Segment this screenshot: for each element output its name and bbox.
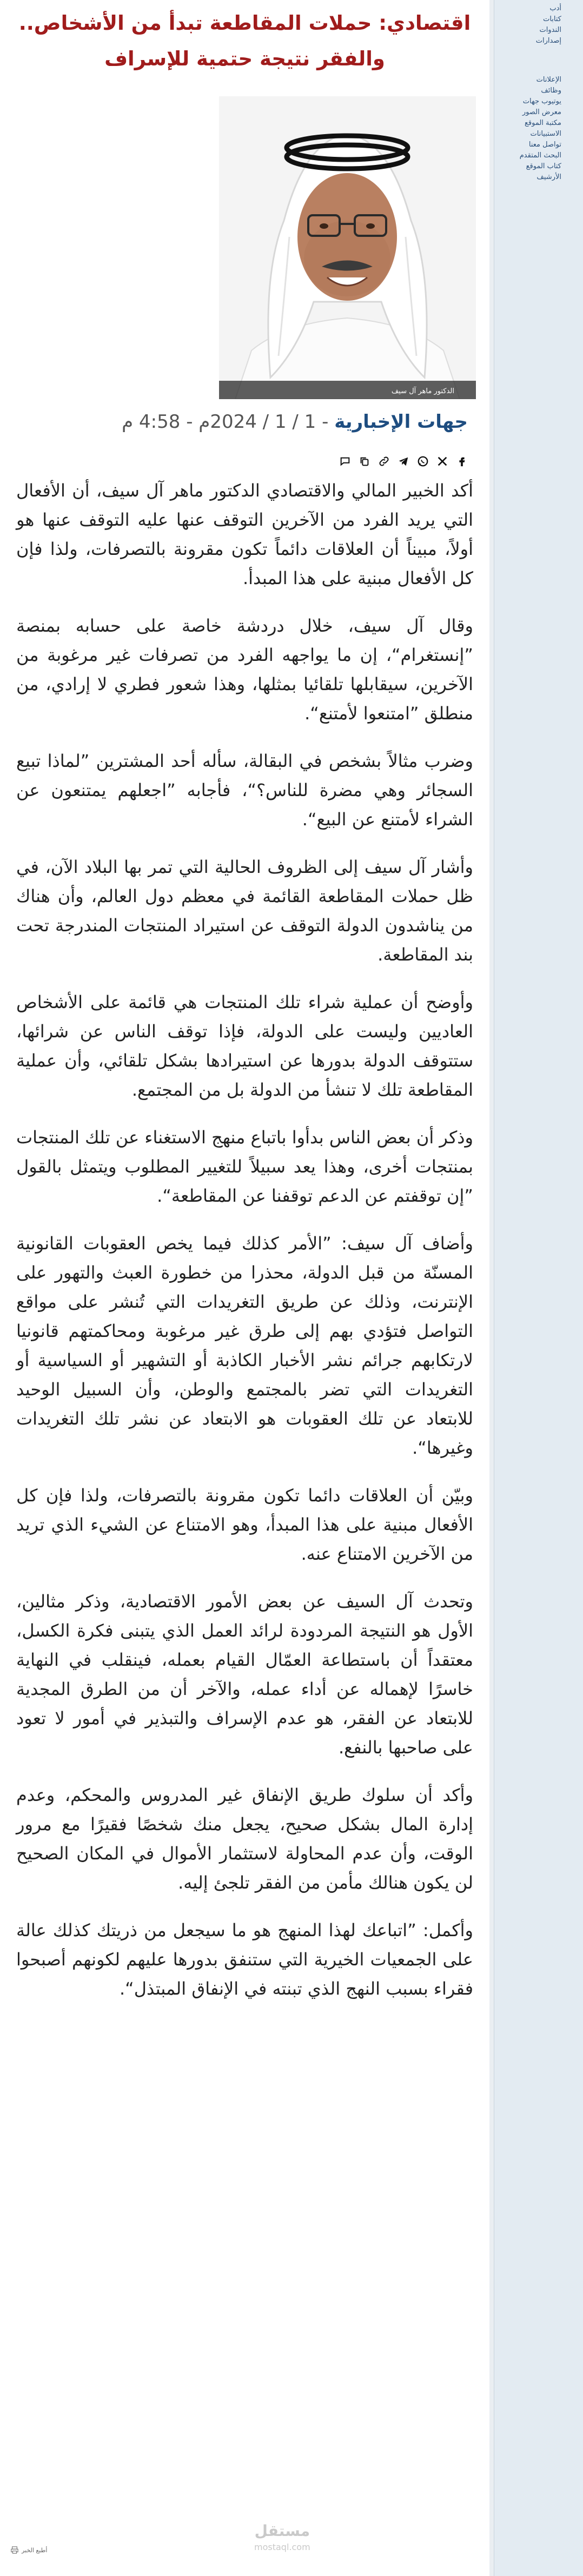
article-paragraph: وضرب مثالاً بشخص في البقالة، سأله أحد المشترين ”لماذا تبيع السجائر وهي مضرة للناس؟“، فأجابه ”اجعلهم يمتنعون عن الشراء لأمتنع عن البيع“. [16,751,473,830]
sidebar [494,0,583,2576]
sidebar-item[interactable]: تواصل معنا [528,141,561,149]
article-paragraph: وأشار آل سيف إلى الظروف الحالية التي تمر بها البلاد الآن، في ظل حملات المقاطعة القائمة في معظم دول العالم، وأن هناك من يناشدون الدولة التوقف عن استيراد المنتجات المندرجة تحت بند المقاطعة. [16,857,473,965]
sidebar-item[interactable]: كتاب الموقع [526,162,561,170]
article-photo [219,96,476,399]
watermark [254,2523,310,2555]
article-body [16,476,473,2022]
article-meta [122,411,468,433]
photo-caption: الدكتور ماهر آل سيف [391,387,454,395]
sidebar-group-services [494,75,583,183]
article-paragraph: وأكمل: ”اتباعك لهذا المنهج هو ما سيجعل من ذريتك كذلك عالة على الجمعيات الخيرية التي ستنفق بدورها عليهم لكونهم أصبحوا فقراء بسبب النهج الذي تبنته في الإنفاق المبتذل“. [16,1920,473,1999]
comment-icon[interactable] [339,455,351,467]
sidebar-item[interactable]: الأرشيف [536,173,561,181]
article-paragraph: وقال آل سيف، خلال دردشة خاصة على حسابه بمنصة ”إنستغرام“، إن ما يواجهه الفرد من تصرفات غير مرغوبة من الآخرين، سيقابلها تلقائيا بمثلها، وهذا شعور فطري لا إرادي، من منطلق ”امتنعوا لأمتنع“. [16,615,473,724]
article-paragraph: وأكد أن سلوك طريق الإنفاق غير المدروس والمحكم، وعدم إدارة المال بشكل صحيح، يجعل منك شخصًا فقيرًا مع مرور الوقت، وأن عدم المحاولة لاستثمار الأموال في المكان الصحيح لن يكون هنالك مأمن من الفقر تلجئ إليه. [16,1785,473,1893]
article-paragraph: وذكر أن بعض الناس بدأوا باتباع منهج الاستغناء عن تلك المنتجات بمنتجات أخرى، وهذا يعد سبيلاً للتغيير المطلوب ويتمثل بالقول ”إن توقفتم عن الدعم توقفنا عن المقاطعة“. [16,1127,473,1206]
sidebar-item[interactable]: كتابات [543,15,561,23]
sidebar-item[interactable]: الندوات [539,26,561,34]
whatsapp-icon[interactable] [417,455,429,467]
article-paragraph: وأضاف آل سيف: ”الأمر كذلك فيما يخص العقوبات القانونية المسنّة من قبل الدولة، محذرا من خطورة العبث والتهور على الإنترنت، وذلك عن طريق التغريدات التي تُنشر على مواقع التواصل فتؤدي بهم إلى طرق غير مرغوبة ومحاكمتهم قانونيا لارتكابهم جرائم نشر الأخبار الكاذبة أو التشهير أو السياسية أو التغريدات التي تضر بالمجتمع والوطن، وأن السبيل الوحيد للابتعاد عن تلك العقوبات هو الابتعاد عن نشر تلك التغريدات وغيرها“. [16,1233,473,1458]
article-paragraph: وبيّن أن العلاقات دائما تكون مقرونة بالتصرفات، ولذا فإن كل الأفعال مبنية على هذا المبدأ، وهو الامتناع عن الشيء الذي تريد من الآخرين الامتناع عنه. [16,1485,473,1564]
print-label: أطبع الخبر [22,2546,48,2554]
sidebar-group-sections [494,3,583,47]
sidebar-item[interactable]: معرض الصور [522,108,561,116]
article-paragraph: أكد الخبير المالي والاقتصادي الدكتور ماهر آل سيف، أن الأفعال التي يريد الفرد من الآخرين التوقف عنها عليه التوقف عنها هو أولاً، مبيناً أن العلاقات دائماً تكون مقرونة بالتصرفات، ولذا فإن كل الأفعال مبنية على هذا المبدأ. [16,480,473,588]
sidebar-item[interactable]: يوتيوب جهات [522,97,561,105]
article-paragraph: وأوضح أن عملية شراء تلك المنتجات هي قائمة على الأشخاص العاديين وليست على الدولة، فإذا توقف الناس عن شرائها، ستتوقف الدولة بدورها عن استيرادها بشكل تلقائي، وأن عملية المقاطعة تلك لا تنشأ من الدولة بل من المجتمع. [16,992,473,1100]
sidebar-item[interactable]: مكتبة الموقع [524,119,561,127]
facebook-icon[interactable] [456,455,468,467]
sidebar-item[interactable]: إصدارات [535,37,561,45]
watermark-text: مستقل [254,2522,310,2540]
telegram-icon[interactable] [398,455,409,467]
sidebar-item[interactable]: أدب [549,4,561,12]
share-bar [339,453,468,469]
publish-date: - 1 / 1 / 2024م - 4:58 م [122,411,335,433]
sidebar-item[interactable]: وظائف [541,87,561,95]
source-name[interactable]: جهات الإخبارية [334,411,468,433]
x-icon[interactable] [436,455,448,467]
print-icon [11,2546,18,2554]
sidebar-item[interactable]: الاستبيانات [530,130,561,138]
link-icon[interactable] [378,455,390,467]
article-title: اقتصادي: حملات المقاطعة تبدأ من الأشخاص.. والفقر نتيجة حتمية للإسراف [18,11,471,70]
print-link[interactable] [11,2542,47,2558]
copy-icon[interactable] [359,455,370,467]
sidebar-item[interactable]: البحث المتقدم [519,151,561,160]
sidebar-item[interactable]: الإعلانات [536,76,561,84]
article-paragraph: وتحدث آل السيف عن بعض الأمور الاقتصادية، وذكر مثالين، الأول هو النتيجة المردودة لرائد العمل الذي يتبنى فكرة الكسل، معتقداً أن باستطاعة العمّال القيام بعمله، فينقلب في النهاية خاسرًا لإهماله عن أداء عمله، والآخر أن من الطرق المجدية للابتعاد عن الفقر، هو عدم الإسراف والتبذير في أمور لا تعود على صاحبها بالنفع. [16,1591,473,1758]
watermark-sub: mostaql.com [254,2542,310,2552]
portrait-illustration [219,96,476,399]
